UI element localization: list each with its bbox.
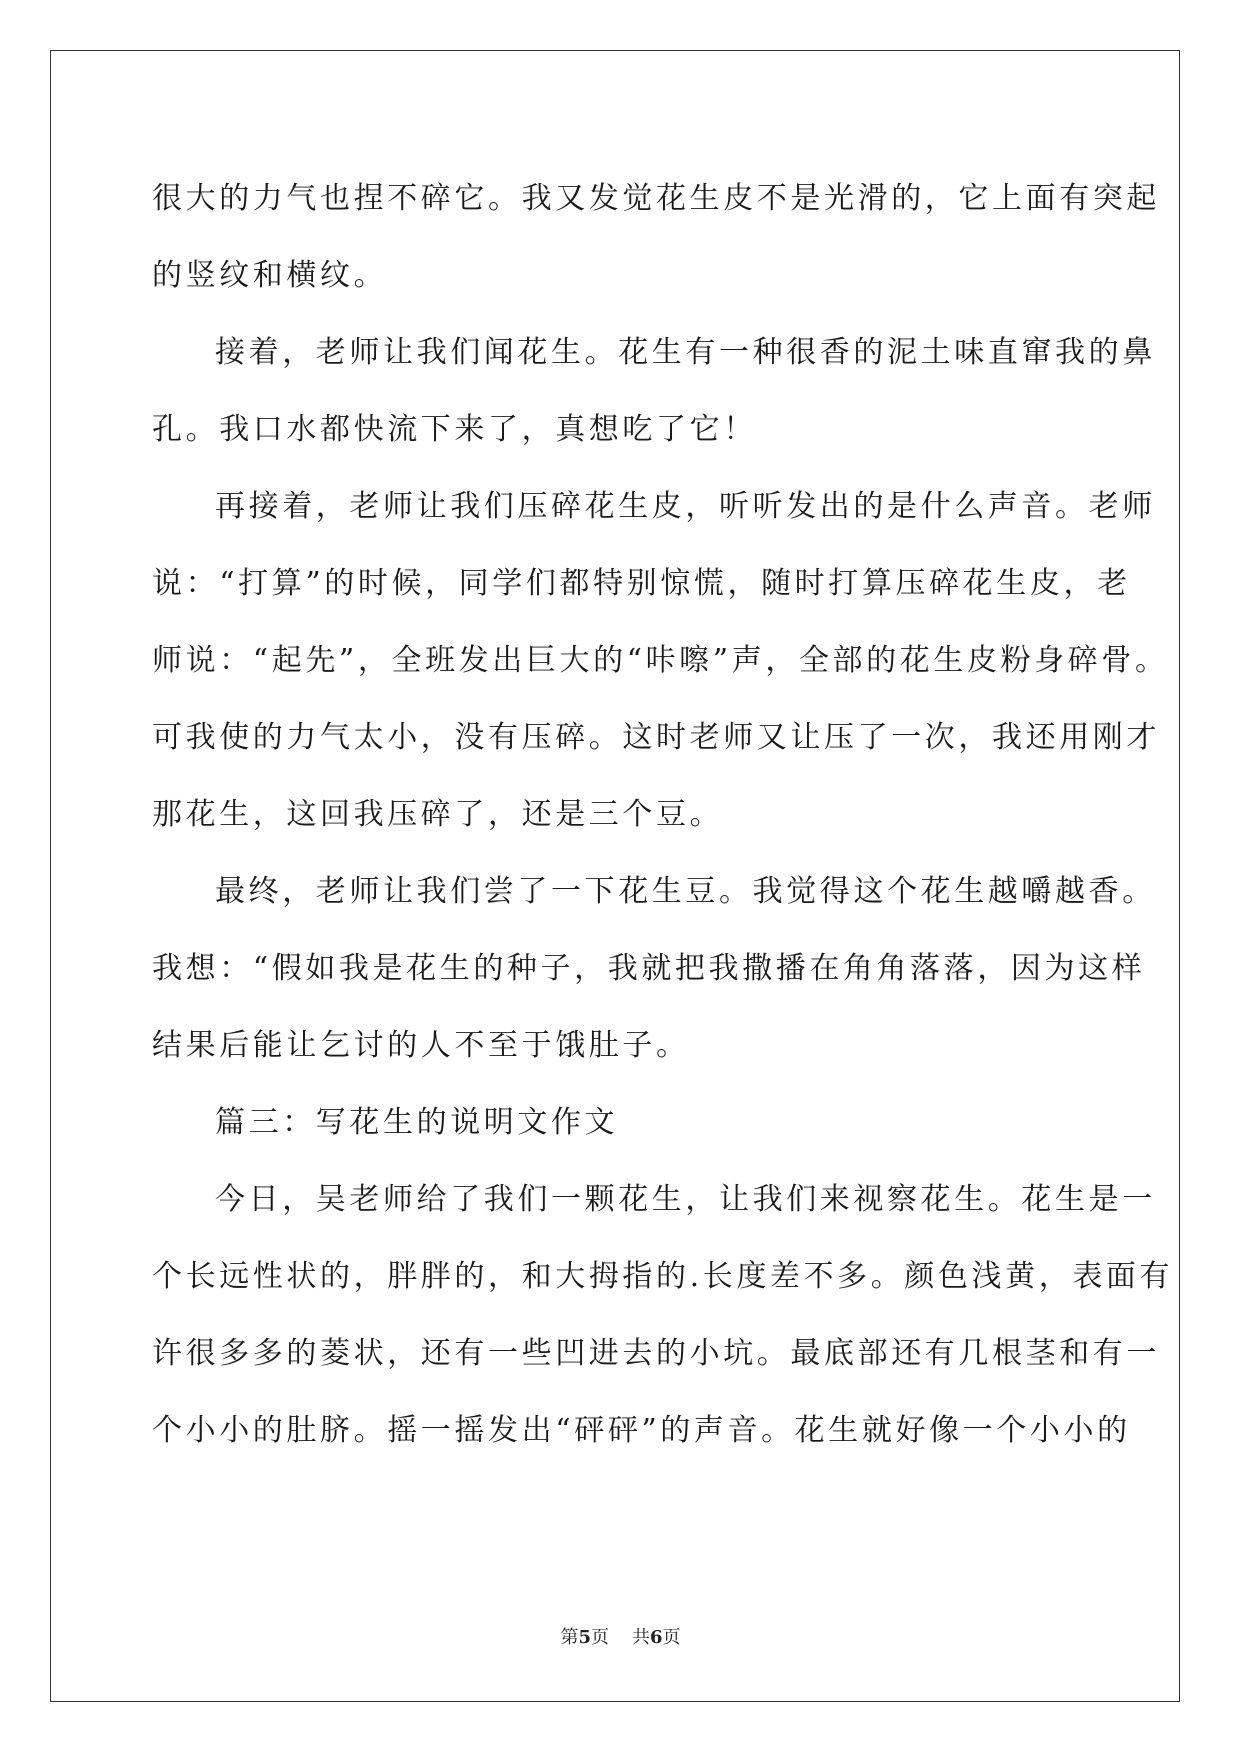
text-line: 许很多多的菱状，还有一些凹进去的小坑。最底部还有几根茎和有一 [152, 1336, 1160, 1371]
document-body [152, 160, 1174, 1469]
total-suffix: 页 [662, 1627, 681, 1648]
text-line: 很大的力气也捏不碎它。我又发觉花生皮不是光滑的，它上面有突起 [152, 181, 1160, 216]
section-heading: 篇三：写花生的说明文作文 [215, 1105, 619, 1140]
text-line: 我想：“假如我是花生的种子，我就把我撒播在角角落落，因为这样 [152, 951, 1146, 986]
page-suffix: 页 [591, 1627, 610, 1648]
page-current: 5 [578, 1627, 592, 1648]
text-line: 师说：“起先”，全班发出巨大的“咔嚓”声，全部的花生皮粉身碎骨。 [152, 643, 1169, 678]
text-line: 个小小的肚脐。摇一摇发出“砰砰”的声音。花生就好像一个小小的 [152, 1413, 1131, 1448]
text-line: 说：“打算”的时候，同学们都特别惊慌，随时打算压碎花生皮，老 [152, 566, 1131, 601]
text-line: 孔。我口水都快流下来了，真想吃了它！ [152, 412, 757, 447]
text-line: 个长远性状的，胖胖的，和大拇指的.长度差不多。颜色浅黄，表面有 [152, 1259, 1174, 1294]
page-footer [0, 1623, 1241, 1649]
text-line: 接着，老师让我们闻花生。花生有一种很香的泥土味直窜我的鼻 [215, 335, 1156, 370]
text-line: 那花生，这回我压碎了，还是三个豆。 [152, 797, 724, 832]
text-line: 今日，吴老师给了我们一颗花生，让我们来视察花生。花生是一 [215, 1182, 1156, 1217]
text-line: 的竖纹和横纹。 [152, 258, 388, 293]
text-line: 最终，老师让我们尝了一下花生豆。我觉得这个花生越嚼越香。 [215, 874, 1156, 909]
page-prefix: 第 [560, 1627, 579, 1648]
text-line: 结果后能让乞讨的人不至于饿肚子。 [152, 1028, 690, 1063]
page-total: 6 [649, 1627, 663, 1648]
total-prefix: 共 [631, 1627, 650, 1648]
text-line: 再接着，老师让我们压碎花生皮，听听发出的是什么声音。老师 [215, 489, 1156, 524]
text-line: 可我使的力气太小，没有压碎。这时老师又让压了一次，我还用刚才 [152, 720, 1160, 755]
